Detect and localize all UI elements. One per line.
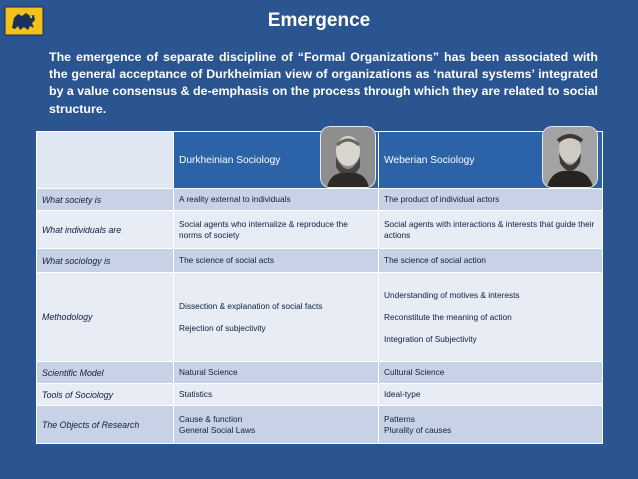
durkheim-cell: Statistics — [174, 384, 379, 406]
durkheim-portrait — [321, 127, 375, 187]
weber-line: Understanding of motives & interests — [384, 289, 520, 300]
table-row — [37, 362, 603, 384]
weber-line: Integration of Subjectivity — [384, 333, 477, 344]
row-label: Methodology — [37, 273, 174, 362]
weber-line: Reconstitute the meaning of action — [384, 311, 512, 322]
weber-cell: The product of individual actors — [379, 189, 603, 211]
row-label: Tools of Sociology — [37, 384, 174, 406]
durkheim-cell: Social agents who internalize & reproduce the norms of society — [174, 211, 379, 249]
row-label: What individuals are — [37, 211, 174, 249]
weber-cell: Social agents with interactions & interests that guide their actions — [379, 211, 603, 249]
weber-cell: The science of social action — [379, 249, 603, 273]
durkheim-line: Cause & function — [179, 413, 243, 424]
table-row — [37, 211, 603, 249]
weber-cell: Ideal-type — [379, 384, 603, 406]
weber-line: Patterns — [384, 413, 415, 424]
table-row — [37, 273, 603, 362]
row-label: What sociology is — [37, 249, 174, 273]
comparison-table — [36, 131, 603, 444]
table-row — [37, 406, 603, 444]
table-header-row — [37, 132, 603, 189]
table-row — [37, 249, 603, 273]
table-row — [37, 384, 603, 406]
durkheim-line: Rejection of subjectivity — [179, 322, 266, 333]
durkheim-cell: The science of social acts — [174, 249, 379, 273]
table-row — [37, 189, 603, 211]
weber-line: Plurality of causes — [384, 424, 452, 435]
weber-cell — [379, 406, 603, 444]
weber-cell: Cultural Science — [379, 362, 603, 384]
header-durkheim-label: Durkheinian Sociology — [179, 154, 281, 166]
header-weber-label: Weberian Sociology — [384, 154, 475, 166]
durkheim-cell: A reality external to individuals — [174, 189, 379, 211]
weber-portrait — [543, 127, 597, 187]
durkheim-line: Dissection & explanation of social facts — [179, 300, 323, 311]
row-label: Scientific Model — [37, 362, 174, 384]
durkheim-cell — [174, 406, 379, 444]
header-weber — [379, 132, 603, 189]
weber-cell — [379, 273, 603, 362]
slide-title: Emergence — [267, 10, 371, 31]
row-label: The Objects of Research — [37, 406, 174, 444]
durkheim-line: General Social Laws — [179, 424, 256, 435]
header-blank-cell — [37, 132, 174, 189]
header-durkheim — [174, 132, 379, 189]
intro-paragraph: The emergence of separate discipline of “Formal Organizations” has been associated with the general acceptance of Durkheimian view of organizations as ‘natural systems’ integrated by a value consensus & de-emphasis on the process through which they are related to social structure. — [49, 50, 598, 116]
row-label: What society is — [37, 189, 174, 211]
durkheim-cell: Natural Science — [174, 362, 379, 384]
durkheim-cell — [174, 273, 379, 362]
